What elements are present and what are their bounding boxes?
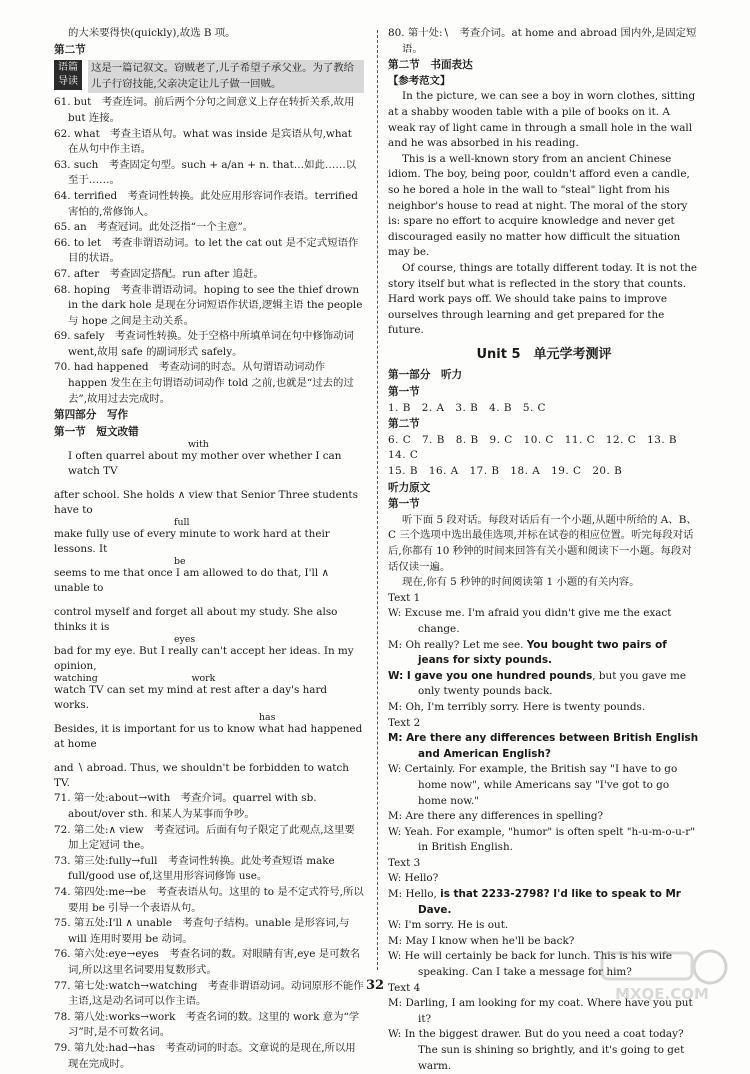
correction-mark (54, 752, 364, 761)
answer-79: 79. 第九处:had→has 考查动词的时态。文章说的是现在,所以用现在完成时。 (54, 1041, 356, 1070)
answers-section-2: 6. C 7. B 8. B 9. C 10. C 11. C 12. C 13. B 14. C (388, 433, 688, 462)
listening-instructions: 听下面 5 段对话。每段对话后有一个小题,从题中所给的 A、B、C 三个选项中选出最佳选项,并标在试卷的相应位置。听完每段对话后,你都有 10 秒钟的时间来回答有关小题和阅读下一小题。每段对话仅读一遍。 (388, 513, 697, 573)
correction-text: after school. She holds ∧ view that Senior Three students have to (54, 489, 358, 517)
dialog-line (388, 638, 700, 669)
listening-instructions-2: 现在,你有 5 秒钟的时间阅读第 1 小题的有关内容。 (402, 576, 640, 589)
answer-76: 76. 第六处:eye→eyes 考查名词的数。对眼睛有害,eye 是可数名词,所以这里名词要用复数形式。 (54, 948, 361, 976)
dialog-line: M: Darling, I am looking for my coat. Where have you put it? (388, 997, 693, 1025)
answer-77: 77. 第七处:watch→watching 考查非谓语动词。动词原形不能作主语,这是动名词可以作主语。 (54, 979, 364, 1008)
column-divider (377, 30, 378, 970)
correction-line (54, 635, 364, 674)
answers-section-2b: 15. B 16. A 17. B 18. A 19. C 20. B (388, 465, 623, 478)
essay-paragraph: This is a well-known story from an ancient Chinese idiom. The boy, being poor, couldn't afford even a candle, so he bored a hole in the wall to "steal" light from his neighbor's house to read at night. The moral of the story is: spare no effort to acquire knowledge and never get discouraged easily no matter how difficult the situation may be. (388, 152, 690, 259)
answer-68: 68. hoping 考查非谓语动词。hoping to see the thief drown in the dark hole 是现在分词短语作状语,逻辑主语 the people 与 hope 之间是主动关系。 (54, 283, 363, 327)
transcript-heading: 听力原文 (388, 481, 431, 494)
dialog-line: M: Are there any differences in spelling? (388, 810, 604, 823)
correction-line (54, 674, 364, 713)
dialog-key-text: You bought two pairs of jeans for sixty pounds. (418, 638, 667, 667)
correction-mark: watching work (54, 673, 216, 685)
dialog-key-text: W: I gave you one hundred pounds (388, 669, 593, 682)
section-heading: 第一节 短文改错 (54, 425, 139, 438)
text-label: Text 3 (388, 856, 421, 869)
correction-line (54, 713, 364, 752)
correction-text: seems to me that once I am allowed to do that, I'll ∧ unable to (54, 567, 330, 595)
unit-title: Unit 5 单元学考测评 (476, 346, 612, 362)
answer-75: 75. 第五处:I'll ∧ unable 考查句子结构。unable 是形容词,与 will 连用时要用 be 动词。 (54, 917, 350, 945)
page-number: 32 (365, 978, 385, 993)
correction-mark: with (188, 439, 209, 451)
answer-67: 67. after 考查固定搭配。run after 追赶。 (54, 267, 264, 280)
answer-78: 78. 第八处:works→work 考查名词的数。这里的 work 意为“学习”时,是不可数名词。 (54, 1010, 360, 1039)
section-heading: 第二节 (54, 43, 86, 56)
dialog-line: M: Are there any differences between British English and American English? (388, 732, 699, 760)
correction-mark: has (259, 712, 276, 724)
site-watermark-logo (592, 945, 732, 1005)
dialog-key-text: is that 2233-2798? I'd like to speak to Mr Dave. (418, 888, 681, 916)
answer-63: 63. such 考查固定句型。such + a/an + n. that…如此……以至于……。 (54, 158, 357, 187)
dialog-line (388, 887, 700, 918)
section-heading: 第一节 (388, 498, 420, 511)
answer-74: 74. 第四处:me→be 考查表语从句。这里的 to 是不定式符号,所以要用 be 引导一个表语从句。 (54, 886, 364, 914)
text-label: Text 4 (388, 981, 421, 994)
correction-text: I often quarrel about my mother over whether I can watch TV (68, 450, 342, 478)
text-label: Text 1 (388, 591, 421, 604)
reference-essay-label: 【参考范文】 (388, 74, 451, 87)
correction-line (54, 752, 364, 791)
correction-mark: eyes (174, 634, 196, 646)
guide-text: 这是一篇记叙文。窃贼老了,儿子希望子承父业。为了教给儿子行窃技能,父亲决定让儿子做一回贼。 (88, 60, 364, 93)
section-heading: 第二节 (388, 418, 420, 431)
answer-64: 64. terrified 考查词性转换。此处应用形容词作表语。terrified 害怕的,常修饰人。 (54, 189, 358, 218)
dialog-text: M: Hello, (388, 888, 441, 901)
answer-72: 72. 第二处:∧ view 考查冠词。后面有句子限定了此观点,这里要加上定冠词 the。 (54, 823, 355, 852)
correction-line (54, 440, 364, 479)
correction-text: make fully use of every minute to work hard at their lessons. It (54, 528, 330, 556)
answer-70: 70. had happened 考查动词的时态。从句谓语动词动作 happen 发生在主句谓语动词动作 told 之前,也就是“过去的过去”,故用过去完成时。 (54, 361, 354, 405)
answer-line: 的大米要得快(quickly),故选 B 项。 (68, 27, 236, 39)
correction-line (54, 518, 364, 557)
right-column (388, 26, 700, 1074)
answer-61: 61. but 考查连词。前后两个分句之间意义上存在转折关系,故用 but 连接。 (54, 96, 355, 124)
dialog-line (388, 669, 700, 700)
dialog-line: W: He will certainly be back for lunch. This is his wife speaking. Can I take a message for him? (388, 950, 673, 979)
correction-mark: be (174, 556, 186, 568)
dialog-text: M: Oh really? Let me see. (388, 638, 527, 651)
correction-mark (54, 479, 364, 488)
answer-69: 69. safely 考查词性转换。处于空格中所填单词在句中修饰动词 went,故用 safe 的副词形式 safely。 (54, 330, 354, 358)
dialog-line: W: I'm sorry. He is out. (388, 919, 509, 932)
correction-mark: full (174, 517, 190, 529)
correction-text: control myself and forget all about my study. She also thinks it is (54, 606, 338, 634)
watermark-text: MXQE.COM (615, 985, 709, 1003)
dialog-text: , but you gave me only twenty pounds back. (418, 669, 686, 698)
correction-mark (54, 596, 364, 605)
answer-62: 62. what 考查主语从句。what was inside 是宾语从句,what 在从句中作主语。 (54, 127, 352, 156)
dialog-line: W: Hello? (388, 872, 439, 885)
left-column (54, 26, 364, 1072)
part-heading: 第四部分 写作 (54, 409, 129, 422)
dialog-line: W: Certainly. For example, the British say "I have to go home now", while Americans say "I've got to go home now." (388, 763, 678, 807)
dialog-line: W: Excuse me. I'm afraid you didn't give me the exact change. (388, 607, 672, 635)
error-correction-passage (54, 440, 364, 791)
correction-text: watch TV can set my mind at rest after a day's hard works. (54, 684, 328, 712)
correction-line (54, 479, 364, 518)
guide-label: 语篇导读 (54, 60, 82, 90)
section-heading: 第一节 (388, 386, 420, 399)
dialog-line: W: Yeah. For example, "humor" is often spelt "h-u-m-o-u-r" in British English. (388, 825, 696, 854)
correction-line (54, 557, 364, 596)
answer-66: 66. to let 考查非谓语动词。to let the cat out 是不定式短语作目的状语。 (54, 236, 359, 265)
answer-80: 80. 第十处:∖ 考查介词。at home and abroad 国内外,是固定短语。 (388, 27, 697, 55)
answers-section-1: 1. B 2. A 3. B 4. B 5. C (388, 401, 547, 414)
dialog-line: W: In the biggest drawer. But do you need a coat today? The sun is shining so brightly, and it's going to get warm. (388, 1028, 685, 1072)
correction-line (54, 596, 364, 635)
answer-71: 71. 第一处:about→with 考查介词。quarrel with sb. about/over sth. 和某人为某事而争吵。 (54, 792, 317, 821)
correction-text: bad for my eye. But I really can't accept her ideas. In my opinion, (54, 645, 354, 673)
dialog-line: M: May I know when he'll be back? (388, 934, 575, 947)
answer-73: 73. 第三处:fully→full 考查词性转换。此处考查短语 make full/good use of,这里用形容词修饰 use。 (54, 854, 335, 883)
essay-paragraph: Of course, things are totally different today. It is not the story itself but what is reflected in the story that counts. Hard work pays off. We should take pains to improve ourselves through learning and get prepared for the future. (388, 261, 698, 337)
dialog-line: M: Oh, I'm terribly sorry. Here is twenty pounds. (388, 700, 646, 713)
essay-paragraph: In the picture, we can see a boy in worn clothes, sitting at a shabby wooden table with a pile of books on it. A weak ray of light came in through a small hole in the wall and he was absorbed in his reading. (388, 90, 696, 150)
passage-guide (54, 60, 364, 93)
part-heading: 第一部分 听力 (388, 369, 463, 382)
correction-text: and ∖ abroad. Thus, we shouldn't be forbidden to watch TV. (54, 762, 349, 790)
text-label: Text 2 (388, 716, 421, 729)
section-heading: 第二节 书面表达 (388, 59, 473, 72)
answer-65: 65. an 考查冠词。此处泛指“一个主意”。 (54, 221, 254, 234)
correction-text: Besides, it is important for us to know what had happened at home (54, 723, 363, 751)
